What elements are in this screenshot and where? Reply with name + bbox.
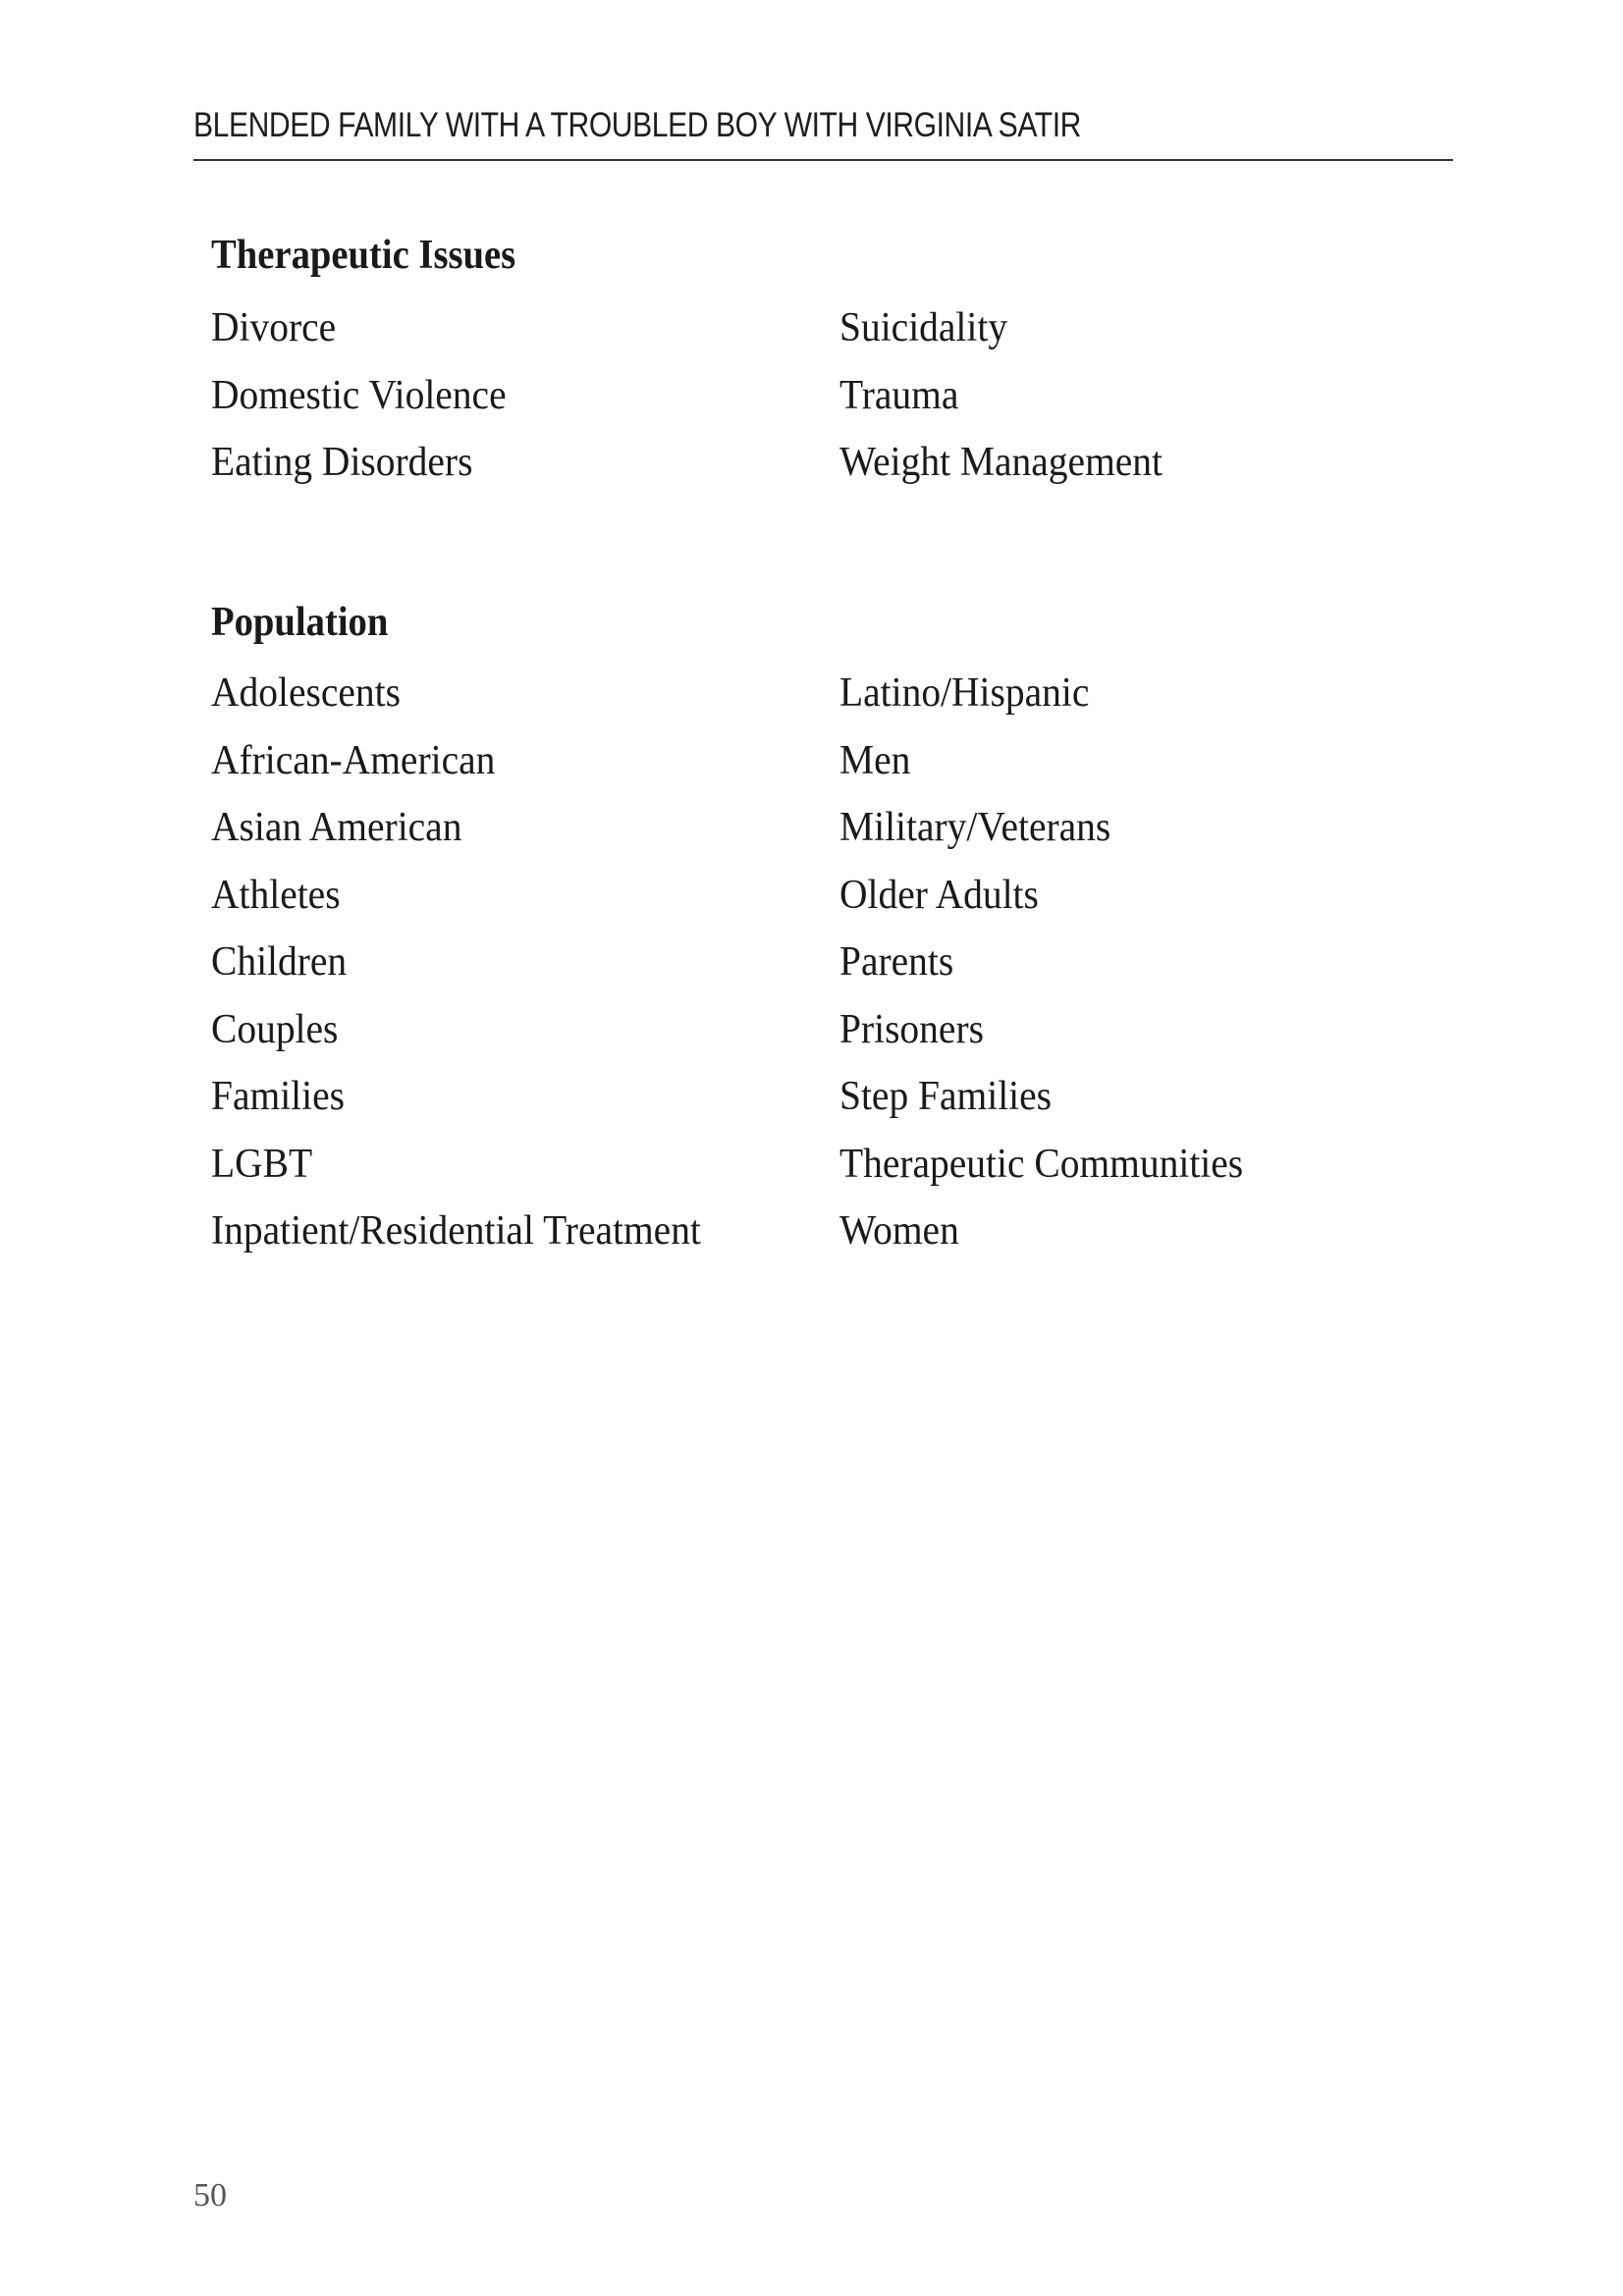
list-item: Couples <box>211 1006 339 1052</box>
list-item: Domestic Violence <box>211 372 507 418</box>
list-item: Older Adults <box>839 872 1039 918</box>
list-item: Women <box>839 1208 959 1254</box>
list-item: Children <box>211 939 348 985</box>
list-item: Inpatient/Residential Treatment <box>211 1208 701 1254</box>
list-item: Suicidality <box>839 305 1008 350</box>
list-item: Men <box>839 737 911 783</box>
population-right-column <box>839 660 1269 1265</box>
list-item: Trauma <box>839 372 959 418</box>
list-item: Therapeutic Communities <box>839 1141 1244 1187</box>
section-title-therapeutic-issues: Therapeutic Issues <box>211 233 516 278</box>
list-item: Families <box>211 1074 345 1119</box>
list-item: LGBT <box>211 1141 313 1187</box>
list-item: Divorce <box>211 305 337 350</box>
population-left-column <box>211 660 732 1265</box>
list-item: Athletes <box>211 872 341 918</box>
list-item: Latino/Hispanic <box>839 670 1090 716</box>
list-item: Parents <box>839 939 954 985</box>
section-title-population: Population <box>211 600 389 645</box>
list-item: Step Families <box>839 1074 1053 1119</box>
list-item: Asian American <box>211 805 462 850</box>
therapeutic-issues-left-column <box>211 294 525 497</box>
list-item: Eating Disorders <box>211 440 473 485</box>
running-header: BLENDED FAMILY WITH A TROUBLED BOY WITH VIRGINIA SATIR <box>193 106 1081 144</box>
list-item: Military/Veterans <box>839 805 1111 850</box>
list-item: Prisoners <box>839 1006 984 1052</box>
list-item: African-American <box>211 737 496 783</box>
list-item: Weight Management <box>839 440 1163 485</box>
list-item: Adolescents <box>211 670 401 716</box>
therapeutic-issues-right-column <box>839 294 1183 497</box>
page-number: 50 <box>193 2177 227 2214</box>
header-rule <box>193 159 1453 161</box>
